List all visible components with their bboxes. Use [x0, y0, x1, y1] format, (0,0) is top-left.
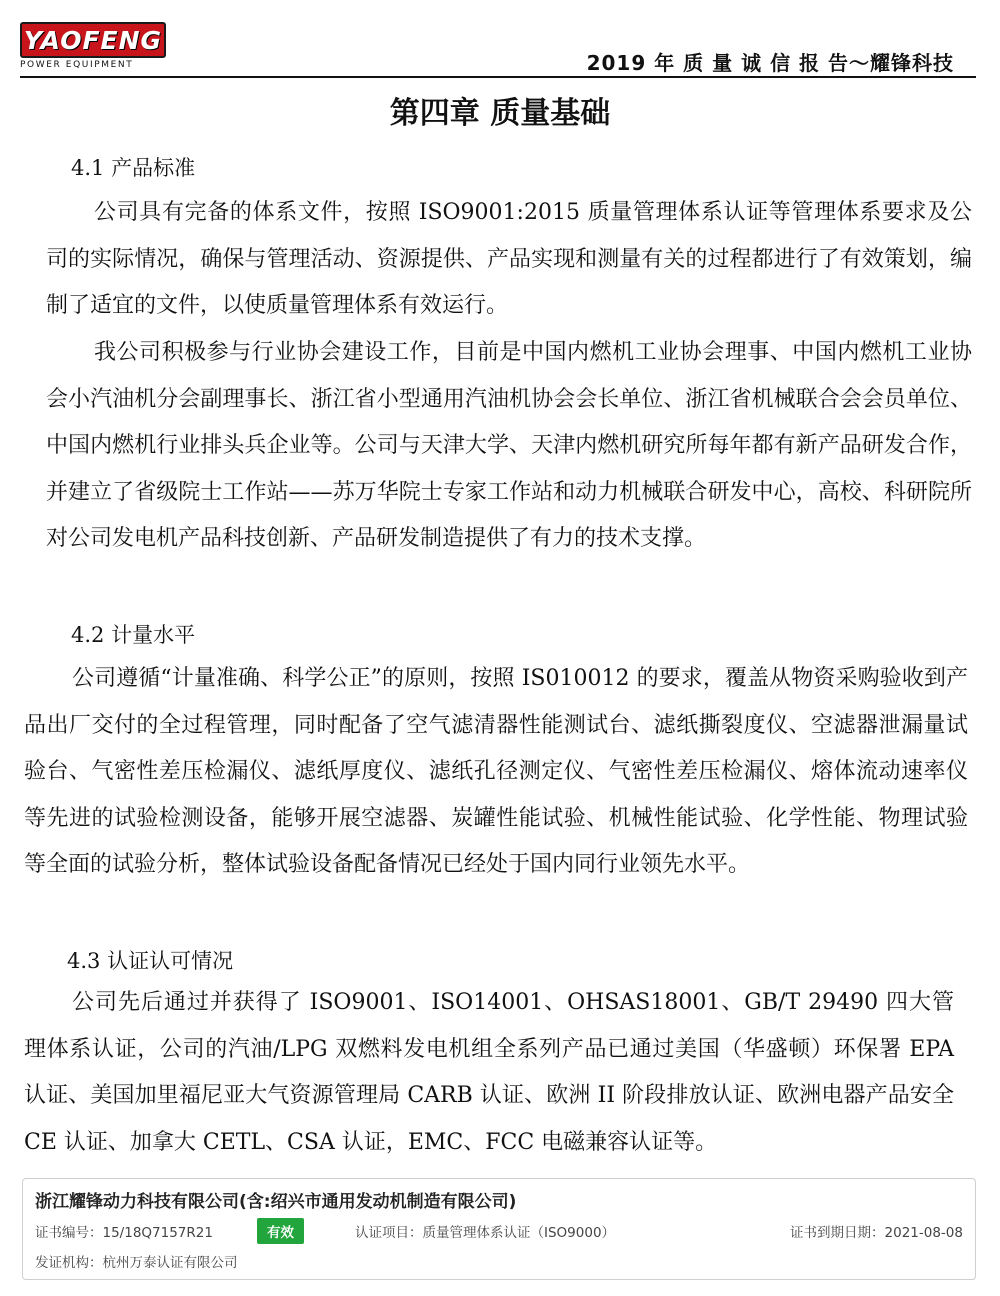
paragraph-product-standard-1: 公司具有完备的体系文件，按照 ISO9001:2015 质量管理体系认证等管理体系要求及公司的实际情况，确保与管理活动、资源提供、产品实现和测量有关的过程都进行了有效策划，编制了适宜的文件，以使质量管理体系有效运行。: [46, 200, 972, 318]
certificate-card: [22, 1178, 976, 1280]
logo-subtitle: POWER EQUIPMENT: [20, 60, 134, 70]
certificate-company: 浙江耀锋动力科技有限公司(含:绍兴市通用发动机制造有限公司): [35, 1192, 517, 1212]
chapter-title: 第四章 质量基础: [389, 96, 611, 131]
certificate-number: 证书编号：15/18Q7157R21: [35, 1225, 213, 1241]
paragraph-product-standard-2: 我公司积极参与行业协会建设工作，目前是中国内燃机工业协会理事、中国内燃机工业协会小汽油机分会副理事长、浙江省小型通用汽油机协会会长单位、浙江省机械联合会会员单位、中国内燃机行业排头兵企业等。公司与天津大学、天津内燃机研究所每年都有新产品研发合作，并建立了省级院士工作站——苏万华院士专家工作站和动力机械联合研发中心，高校、科研院所对公司发电机产品科技创新、产品研发制造提供了有力的技术支撑。: [46, 340, 972, 551]
status-badge: 有效: [257, 1218, 304, 1244]
certificate-project: 认证项目：质量管理体系认证（ISO9000）: [355, 1225, 616, 1241]
logo-wordmark: YAOFENG: [20, 22, 166, 58]
report-header-title: 2019 年 质 量 诚 信 报 告～耀锋科技: [586, 51, 954, 75]
company-logo: [20, 22, 166, 70]
paragraph-certification: 公司先后通过并获得了 ISO9001、ISO14001、OHSAS18001、GB/T 29490 四大管理体系认证，公司的汽油/LPG 双燃料发电机组全系列产品已通过美国（华盛顿）环保署 EPA 认证、美国加里福尼亚大气资源管理局 CARB 认证、欧洲 II 阶段排放认证、欧洲电器产品安全 CE 认证、加拿大 CETL、CSA 认证，EMC、FCC 电磁兼容认证等。: [24, 990, 954, 1155]
paragraph-metrology: 公司遵循“计量准确、科学公正”的原则，按照 IS010012 的要求，覆盖从物资采购验收到产品出厂交付的全过程管理，同时配备了空气滤清器性能测试台、滤纸撕裂度仪、空滤器泄漏量试验台、气密性差压检漏仪、滤纸厚度仪、滤纸孔径测定仪、气密性差压检漏仪、熔体流动速率仪等先进的试验检测设备，能够开展空滤器、炭罐性能试验、机械性能试验、化学性能、物理试验等全面的试验分析，整体试验设备配备情况已经处于国内同行业领先水平。: [24, 666, 968, 877]
certificate-issuer: 发证机构：杭州万泰认证有限公司: [35, 1255, 238, 1271]
section-heading-4-3: 4.3 认证认可情况: [67, 949, 234, 973]
section-heading-4-2: 4.2 计量水平: [71, 623, 196, 647]
header-divider: [20, 76, 976, 78]
certificate-expiry: 证书到期日期：2021-08-08: [790, 1225, 963, 1241]
section-heading-4-1: 4.1 产品标准: [71, 156, 196, 180]
